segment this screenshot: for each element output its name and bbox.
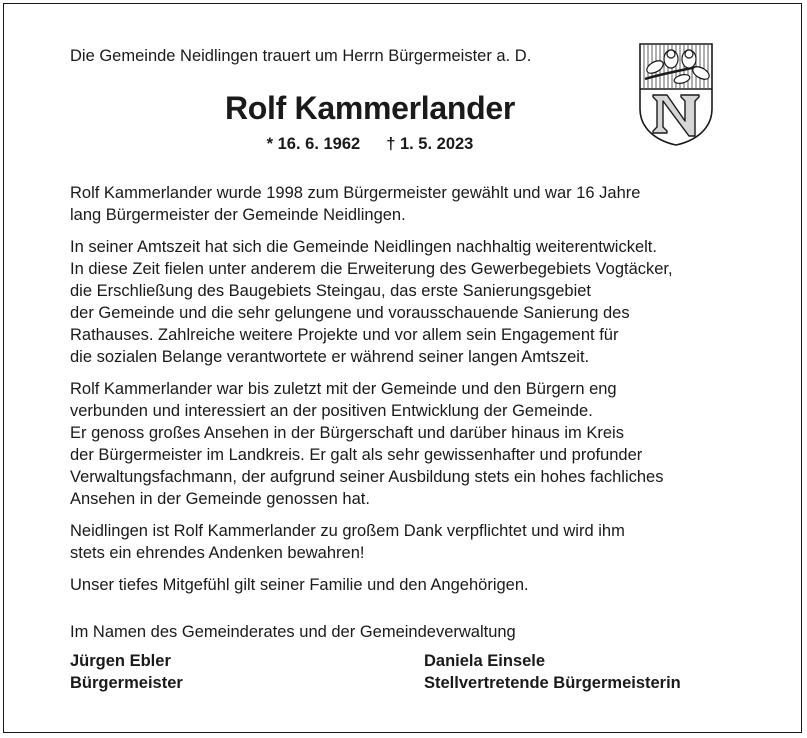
text-line: Rolf Kammerlander wurde 1998 zum Bürgermeister gewählt und war 16 Jahre bbox=[70, 184, 641, 202]
paragraph-condolence bbox=[70, 574, 760, 596]
signature-block-right bbox=[424, 650, 681, 694]
deceased-name: Rolf Kammerlander bbox=[224, 90, 516, 126]
death-date: † 1. 5. 2023 bbox=[386, 135, 474, 153]
paragraph-achievements bbox=[70, 236, 760, 368]
text-line: die Erschließung des Baugebiets Steingau, das erste Sanierungsgebiet bbox=[70, 282, 592, 300]
signatory-title: Stellvertretende Bürgermeisterin bbox=[424, 674, 681, 692]
paragraph-career bbox=[70, 182, 760, 226]
signatory-name: Jürgen Ebler bbox=[70, 652, 171, 670]
text-line: der Gemeinde und die sehr gelungene und vorausschauende Sanierung des bbox=[70, 304, 630, 322]
text-line: Er genoss großes Ansehen in der Bürgerschaft und darüber hinaus im Kreis bbox=[70, 424, 624, 442]
text-line: die sozialen Belange verantwortete er während seiner langen Amtszeit. bbox=[70, 348, 590, 366]
text-line: Neidlingen ist Rolf Kammerlander zu großem Dank verpflichtet und wird ihm bbox=[70, 522, 625, 540]
signature-block-left bbox=[70, 650, 183, 694]
text-line: Ansehen in der Gemeinde genossen hat. bbox=[70, 490, 370, 508]
paragraph-character bbox=[70, 378, 760, 510]
signatory-name: Daniela Einsele bbox=[424, 652, 546, 670]
text-line: verbunden und interessiert an der positiven Entwicklung der Gemeinde. bbox=[70, 402, 593, 420]
text-line: In diese Zeit fielen unter anderem die Erweiterung des Gewerbegebiets Vogtäcker, bbox=[70, 260, 673, 278]
text-line: lang Bürgermeister der Gemeinde Neidlingen. bbox=[70, 206, 406, 224]
text-line: Unser tiefes Mitgefühl gilt seiner Familie und den Angehörigen. bbox=[70, 576, 529, 594]
paragraph-gratitude bbox=[70, 520, 760, 564]
obituary-body bbox=[70, 182, 760, 606]
life-dates bbox=[0, 135, 740, 154]
text-line: stets ein ehrendes Andenken bewahren! bbox=[70, 544, 365, 562]
coat-of-arms-icon bbox=[637, 41, 715, 147]
text-line: Rolf Kammerlander war bis zuletzt mit der Gemeinde und den Bürgern eng bbox=[70, 380, 617, 398]
text-line: Verwaltungsfachmann, der aufgrund seiner Ausbildung stets ein hohes fachliches bbox=[70, 468, 664, 486]
text-line: der Bürgermeister im Landkreis. Er galt als sehr gewissenhafter und profunder bbox=[70, 446, 643, 464]
closing-line: Im Namen des Gemeinderates und der Gemeindeverwaltung bbox=[70, 623, 516, 641]
intro-line: Die Gemeinde Neidlingen trauert um Herrn Bürgermeister a. D. bbox=[70, 47, 532, 65]
text-line: Rathauses. Zahlreiche weitere Projekte und vor allem sein Engagement für bbox=[70, 326, 619, 344]
text-line: In seiner Amtszeit hat sich die Gemeinde Neidlingen nachhaltig weiterentwickelt. bbox=[70, 238, 657, 256]
signatory-title: Bürgermeister bbox=[70, 674, 183, 692]
birth-date: * 16. 6. 1962 bbox=[266, 135, 361, 153]
